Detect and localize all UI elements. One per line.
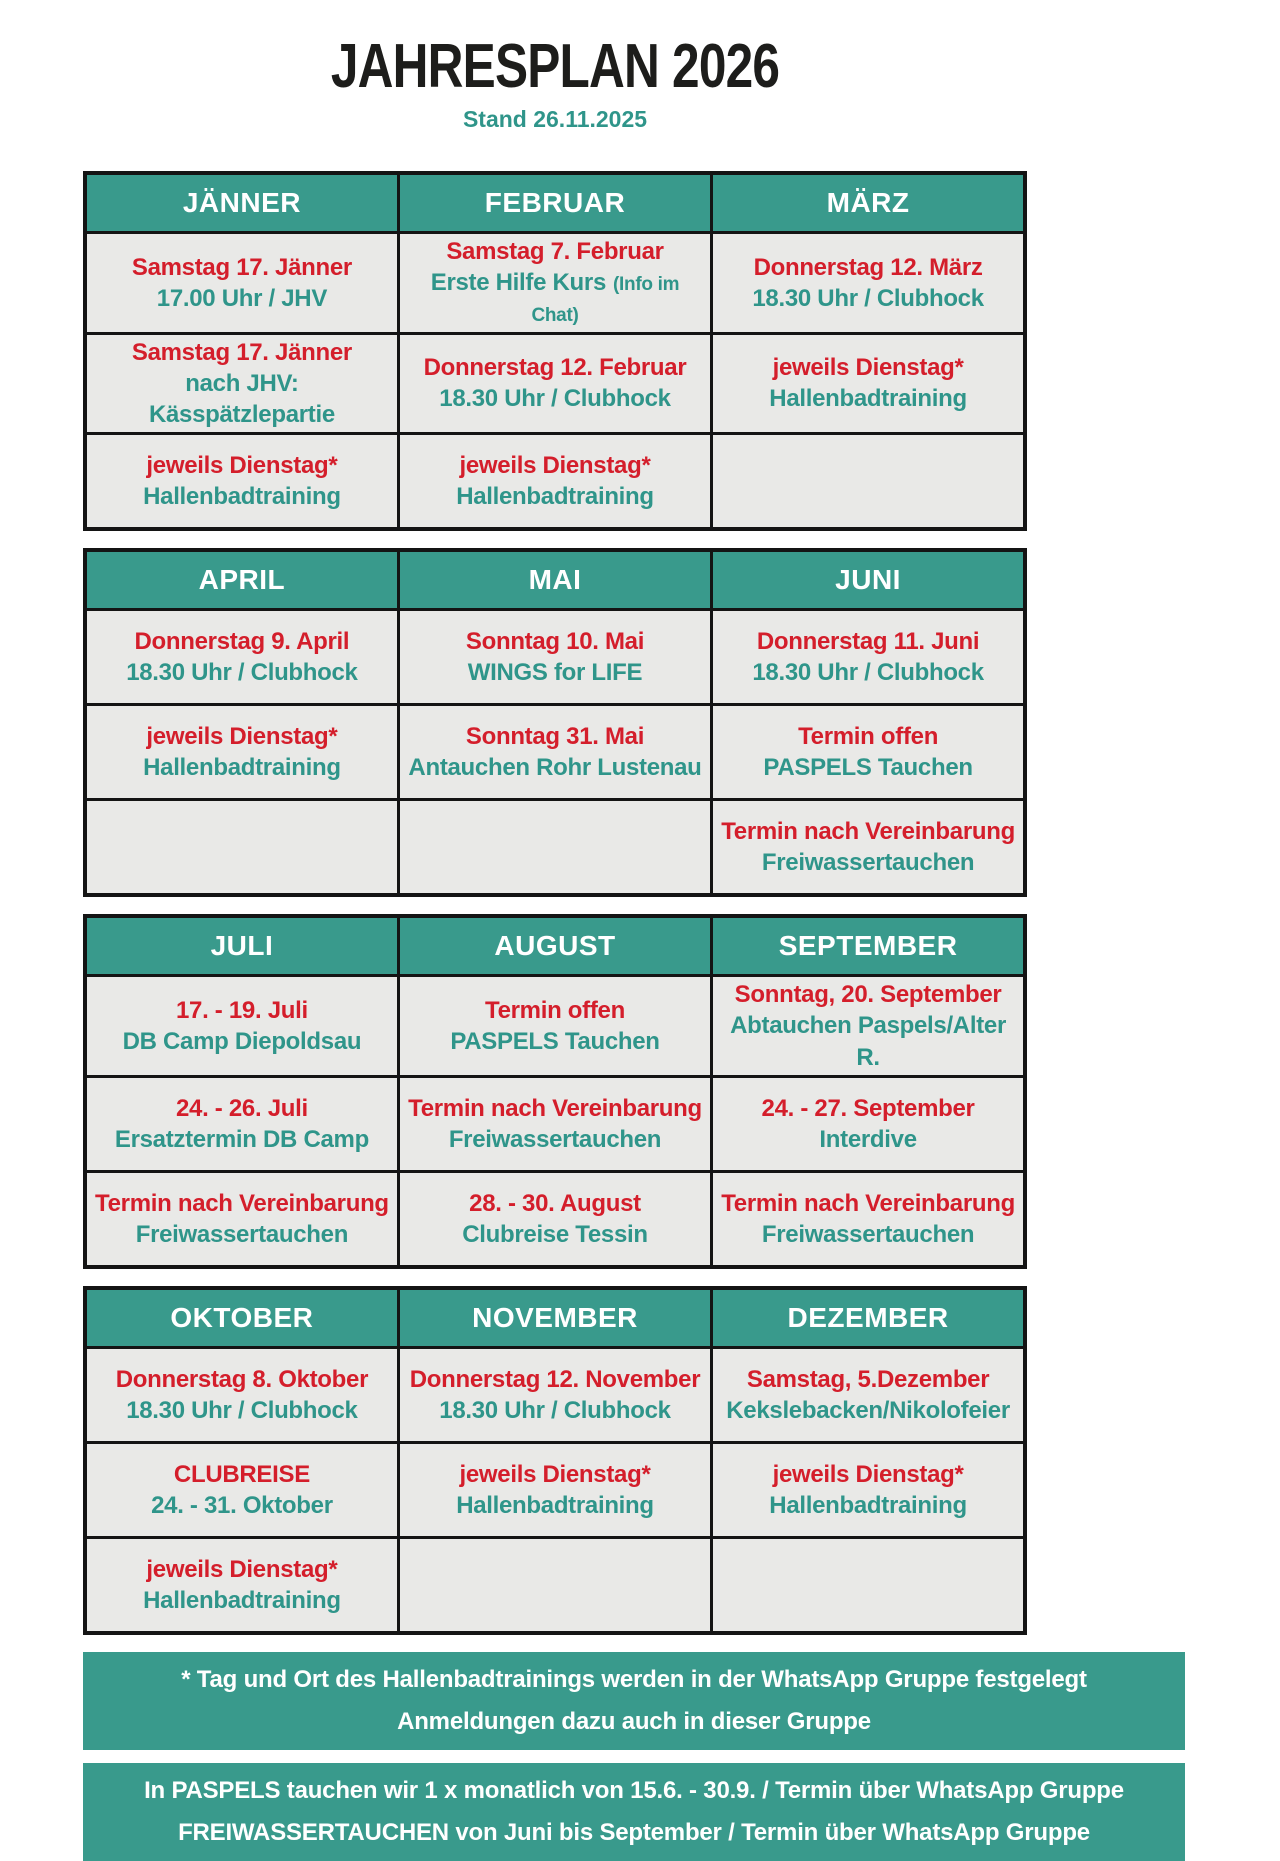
note-line: * Tag und Ort des Hallenbadtrainings werden in der WhatsApp Gruppe festgelegt <box>181 1665 1087 1693</box>
month-header-september: SEPTEMBER <box>712 916 1025 976</box>
note-hallenbadtraining <box>83 1652 1185 1750</box>
event-desc-text: Antauchen Rohr Lustenau <box>408 754 702 782</box>
event-desc-text: Clubreise Tessin <box>462 1220 648 1248</box>
month-header-row <box>85 916 1025 976</box>
event-cell <box>398 1442 711 1537</box>
event-cell <box>712 1442 1025 1537</box>
event-desc <box>93 368 391 430</box>
table-row <box>85 1537 1025 1633</box>
event-date: Donnerstag 8. Oktober <box>115 1365 369 1393</box>
event-cell <box>712 610 1025 705</box>
table-jul-sep <box>83 914 1027 1269</box>
event-cell <box>712 1076 1025 1171</box>
note-line: Anmeldungen dazu auch in dieser Gruppe <box>397 1707 871 1735</box>
event-date: Donnerstag 12. November <box>409 1365 701 1393</box>
event-date: jeweils Dienstag* <box>772 354 964 382</box>
event-desc-text: 18.30 Uhr / Clubhock <box>752 284 984 312</box>
event-cell <box>398 1076 711 1171</box>
event-desc <box>719 1010 1017 1072</box>
event-desc-small: (Info im Chat) <box>531 274 680 327</box>
event-cell <box>398 976 711 1077</box>
event-cell <box>712 1347 1025 1442</box>
event-cell <box>398 434 711 530</box>
month-header-november: NOVEMBER <box>398 1288 711 1348</box>
event-desc <box>719 283 1017 314</box>
event-cell <box>398 705 711 800</box>
note-paspels-freiwassertauchen <box>83 1763 1185 1861</box>
table-row <box>85 1076 1025 1171</box>
event-date: Sonntag, 20. September <box>734 981 1002 1009</box>
event-date: Samstag 17. Jänner <box>131 338 352 366</box>
event-desc <box>406 1490 704 1521</box>
page-subtitle: Stand 26.11.2025 <box>462 106 648 132</box>
event-desc <box>406 481 704 512</box>
event-desc <box>93 1395 391 1426</box>
month-header-juli: JULI <box>85 916 398 976</box>
event-desc <box>406 752 704 783</box>
event-date: Sonntag 31. Mai <box>465 722 645 750</box>
event-desc-text: Hallenbadtraining <box>769 1491 967 1519</box>
event-desc <box>406 1124 704 1155</box>
event-desc-text: PASPELS Tauchen <box>763 754 973 782</box>
event-cell <box>85 976 398 1077</box>
event-desc-text: Freiwassertauchen <box>135 1220 349 1248</box>
event-desc <box>406 1395 704 1426</box>
event-desc <box>719 847 1017 878</box>
month-header-juni: JUNI <box>712 550 1025 610</box>
event-desc-text: nach JHV: Kässpätzlepartie <box>148 369 335 428</box>
event-date: Termin nach Vereinbarung <box>408 1094 702 1122</box>
event-desc <box>406 383 704 414</box>
event-date: Donnerstag 9. April <box>134 627 350 655</box>
event-date: jeweils Dienstag* <box>146 722 338 750</box>
event-date: Samstag, 5.Dezember <box>746 1365 990 1393</box>
month-header-februar: FEBRUAR <box>398 173 711 233</box>
event-desc <box>719 657 1017 688</box>
event-cell <box>712 800 1025 896</box>
event-cell <box>398 1171 711 1267</box>
event-desc-text: Hallenbadtraining <box>456 483 654 511</box>
event-desc-text: DB Camp Diepoldsau <box>122 1027 362 1055</box>
event-desc <box>719 752 1017 783</box>
event-cell-empty <box>712 1537 1025 1633</box>
event-cell-empty <box>398 1537 711 1633</box>
event-desc-text: Ersatztermin DB Camp <box>114 1125 369 1153</box>
event-desc-text: Hallenbadtraining <box>143 754 341 782</box>
event-date: 28. - 30. August <box>469 1189 641 1217</box>
event-desc <box>93 283 391 314</box>
event-date: Termin offen <box>798 722 939 750</box>
event-cell <box>712 1171 1025 1267</box>
month-header-august: AUGUST <box>398 916 711 976</box>
event-date: 17. - 19. Juli <box>175 996 308 1024</box>
event-date: Termin offen <box>485 996 625 1024</box>
event-date: Donnerstag 12. Februar <box>423 354 687 382</box>
event-desc-text: Erste Hilfe Kurs <box>430 269 607 297</box>
page-title: JAHRESPLAN 2026 <box>330 32 780 101</box>
event-desc-text: 18.30 Uhr / Clubhock <box>439 1396 671 1424</box>
event-cell-empty <box>85 800 398 896</box>
event-date: jeweils Dienstag* <box>146 451 338 479</box>
event-cell <box>712 333 1025 434</box>
note-line: In PASPELS tauchen wir 1 x monatlich von 15.6. - 30.9. / Termin über WhatsApp Gruppe <box>144 1776 1124 1804</box>
event-date: 24. - 26. Juli <box>175 1094 308 1122</box>
note-line: FREIWASSERTAUCHEN von Juni bis September / Termin über WhatsApp Gruppe <box>178 1818 1090 1846</box>
event-desc <box>719 1395 1017 1426</box>
event-date: Samstag 7. Februar <box>446 238 664 265</box>
event-desc <box>93 657 391 688</box>
event-desc-text: Freiwassertauchen <box>448 1125 662 1153</box>
event-desc <box>93 1219 391 1250</box>
event-desc-text: Hallenbadtraining <box>143 483 341 511</box>
event-desc <box>93 752 391 783</box>
event-cell <box>85 333 398 434</box>
table-row <box>85 800 1025 896</box>
event-cell <box>85 1442 398 1537</box>
event-cell <box>712 705 1025 800</box>
table-row <box>85 333 1025 434</box>
table-row <box>85 1171 1025 1267</box>
month-header-row <box>85 550 1025 610</box>
month-header-dezember: DEZEMBER <box>712 1288 1025 1348</box>
event-desc-text: WINGS for LIFE <box>467 659 643 687</box>
month-header-row <box>85 173 1025 233</box>
event-desc-text: Abtauchen Paspels/Alter R. <box>730 1012 1006 1071</box>
month-header-jaenner: JÄNNER <box>85 173 398 233</box>
event-desc <box>719 1124 1017 1155</box>
event-desc <box>406 657 704 688</box>
event-date: Sonntag 10. Mai <box>465 627 645 655</box>
event-date: Termin nach Vereinbarung <box>721 1189 1015 1217</box>
event-desc-text: 18.30 Uhr / Clubhock <box>439 385 671 413</box>
event-desc-text: Hallenbadtraining <box>143 1586 341 1614</box>
event-cell <box>85 233 398 334</box>
table-row <box>85 434 1025 530</box>
event-cell <box>85 1537 398 1633</box>
table-row <box>85 233 1025 334</box>
event-date: Donnerstag 12. März <box>753 253 983 281</box>
event-desc <box>406 1219 704 1250</box>
event-desc <box>93 1585 391 1616</box>
event-date: Termin nach Vereinbarung <box>721 817 1015 845</box>
event-desc <box>406 267 704 329</box>
event-cell <box>398 233 711 334</box>
event-date: jeweils Dienstag* <box>772 1460 964 1488</box>
event-desc <box>93 481 391 512</box>
event-cell <box>398 610 711 705</box>
event-desc-text: 18.30 Uhr / Clubhock <box>126 1396 358 1424</box>
event-desc-text: PASPELS Tauchen <box>450 1027 660 1055</box>
event-date: Samstag 17. Jänner <box>131 253 352 281</box>
event-desc-text: Hallenbadtraining <box>456 1491 654 1519</box>
event-desc-text: 17.00 Uhr / JHV <box>156 284 328 312</box>
month-header-april: APRIL <box>85 550 398 610</box>
event-date: jeweils Dienstag* <box>459 1460 651 1488</box>
event-desc <box>406 1026 704 1057</box>
table-row <box>85 610 1025 705</box>
event-desc-text: Hallenbadtraining <box>769 385 967 413</box>
table-row <box>85 1442 1025 1537</box>
event-desc-text: 24. - 31. Oktober <box>151 1491 333 1519</box>
event-desc <box>93 1124 391 1155</box>
event-desc-text: 18.30 Uhr / Clubhock <box>752 659 984 687</box>
event-desc-text: Freiwassertauchen <box>761 1220 975 1248</box>
event-date: Termin nach Vereinbarung <box>95 1189 389 1217</box>
event-date: CLUBREISE <box>173 1460 310 1488</box>
event-desc <box>719 1490 1017 1521</box>
event-date: jeweils Dienstag* <box>146 1555 338 1583</box>
month-header-row <box>85 1288 1025 1348</box>
event-cell <box>398 1347 711 1442</box>
month-header-oktober: OKTOBER <box>85 1288 398 1348</box>
event-cell <box>85 1347 398 1442</box>
event-desc <box>719 1219 1017 1250</box>
event-desc-text: Freiwassertauchen <box>761 849 975 877</box>
event-desc <box>93 1490 391 1521</box>
table-row <box>85 705 1025 800</box>
event-date: jeweils Dienstag* <box>459 451 651 479</box>
event-cell <box>85 1076 398 1171</box>
event-cell <box>85 1171 398 1267</box>
month-header-mai: MAI <box>398 550 711 610</box>
event-date: Donnerstag 11. Juni <box>756 627 980 655</box>
event-desc <box>93 1026 391 1057</box>
table-okt-dez <box>83 1286 1027 1635</box>
table-jan-mar <box>83 171 1027 531</box>
event-desc <box>719 383 1017 414</box>
event-cell <box>85 705 398 800</box>
event-desc-text: 18.30 Uhr / Clubhock <box>126 659 358 687</box>
event-cell <box>398 333 711 434</box>
event-cell <box>85 610 398 705</box>
event-cell <box>712 976 1025 1077</box>
event-desc-text: Kekslebacken/Nikolofeier <box>726 1396 1010 1424</box>
table-row <box>85 976 1025 1077</box>
event-desc-text: Interdive <box>819 1125 917 1153</box>
event-cell-empty <box>712 434 1025 530</box>
event-cell <box>85 434 398 530</box>
event-cell <box>712 233 1025 334</box>
table-apr-jun <box>83 548 1027 897</box>
table-row <box>85 1347 1025 1442</box>
event-cell-empty <box>398 800 711 896</box>
event-date: 24. - 27. September <box>761 1094 975 1122</box>
month-header-maerz: MÄRZ <box>712 173 1025 233</box>
